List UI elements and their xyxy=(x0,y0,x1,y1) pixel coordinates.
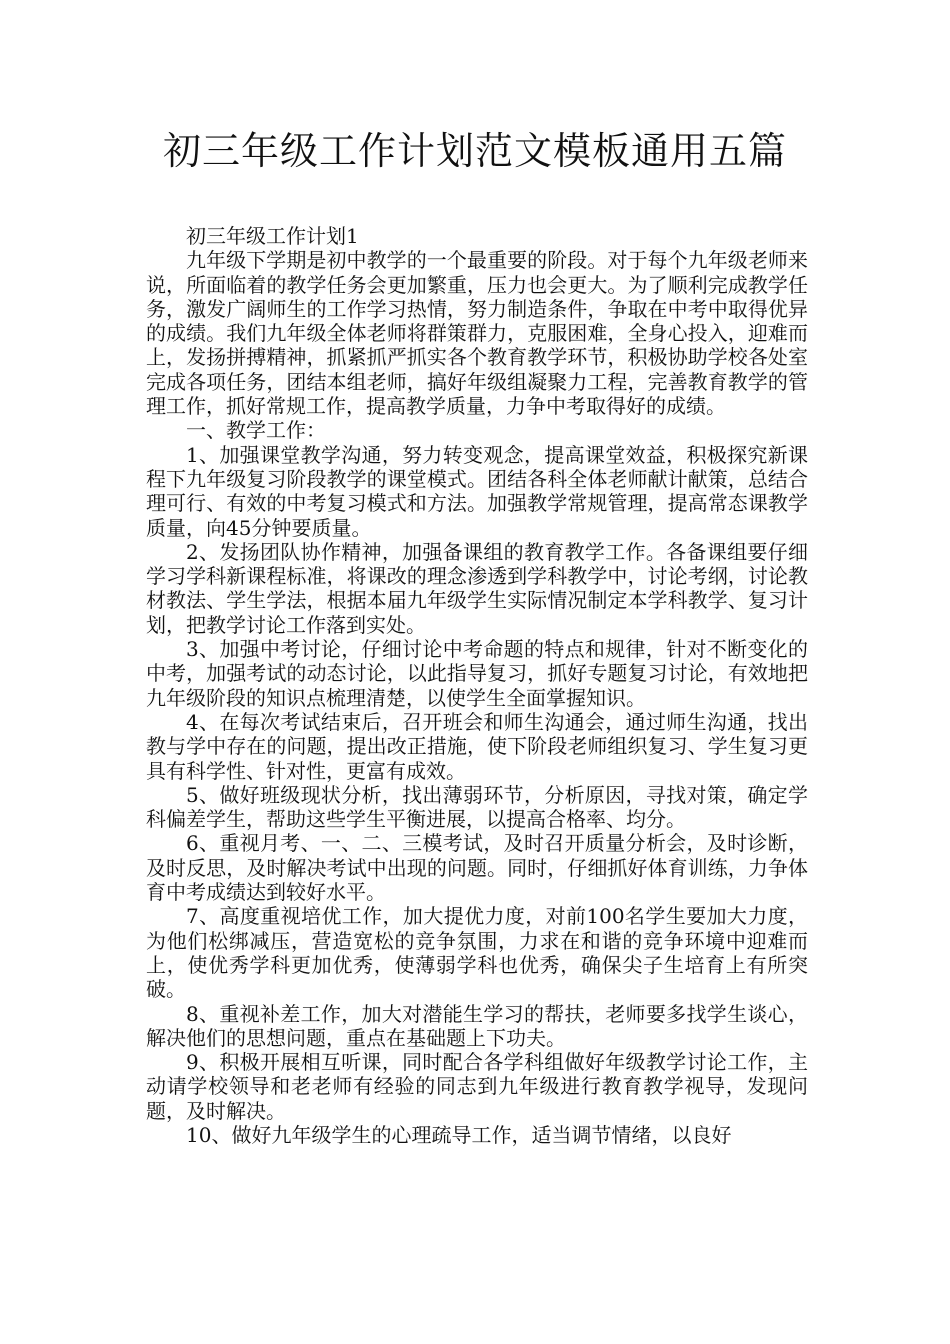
body-paragraph: 5、做好班级现状分析，找出薄弱环节，分析原因，寻找对策，确定学科偏差学生，帮助这些学生平衡进展，以提高合格率、均分。 xyxy=(146,782,808,832)
body-paragraph: 1、加强课堂教学沟通，努力转变观念，提高课堂效益，积极探究新课程下九年级复习阶段教学的课堂模式。团结各科全体老师献计献策，总结合理可行、有效的中考复习模式和方法。加强教学常规管理，提高常态课教学质量，向45分钟要质量。 xyxy=(146,442,808,540)
section-heading: 初三年级工作计划1 xyxy=(186,224,359,248)
subsection-heading: 一、教学工作： xyxy=(186,418,326,443)
body-paragraph: 6、重视月考、一、二、三模考试，及时召开质量分析会，及时诊断，及时反思，及时解决考试中出现的问题。同时，仔细抓好体育训练，力争体育中考成绩达到较好水平。 xyxy=(146,831,808,905)
body-paragraph: 7、高度重视培优工作，加大提优力度，对前100名学生要加大力度，为他们松绑减压，营造宽松的竞争氛围，力求在和谐的竞争环境中迎难而上，使优秀学科更加优秀，使薄弱学科也优秀，确保尖子生培育上有所突破。 xyxy=(146,904,808,1002)
document-title: 初三年级工作计划范文模板通用五篇 xyxy=(162,129,787,173)
body-paragraph: 4、在每次考试结束后，召开班会和师生沟通会，通过师生沟通，找出教与学中存在的问题，提出改正措施，使下阶段老师组织复习、学生复习更具有科学性、针对性，更富有成效。 xyxy=(146,709,808,783)
body-paragraph: 3、加强中考讨论，仔细讨论中考命题的特点和规律，针对不断变化的中考，加强考试的动态讨论，以此指导复习，抓好专题复习讨论，有效地把九年级阶段的知识点梳理清楚，以使学生全面掌握知识。 xyxy=(146,637,808,710)
body-paragraph: 九年级下学期是初中教学的一个最重要的阶段。对于每个九年级老师来说，所面临着的教学任务会更加繁重，压力也会更大。为了顺利完成教学任务，激发广阔师生的工作学习热情，努力制造条件，争取在中考中取得优异的成绩。我们九年级全体老师将群策群力，克服困难，全身心投入，迎难而上，发扬拼搏精神，抓紧抓严抓实各个教育教学环节，积极协助学校各处室完成各项任务，团结本组老师，搞好年级组凝聚力工程，完善教育教学的管理工作，抓好常规工作，提高教学质量，力争中考取得好的成绩。 xyxy=(146,248,808,419)
body-paragraph: 2、发扬团队协作精神，加强备课组的教育教学工作。各备课组要仔细学习学科新课程标准，将课改的理念渗透到学科教学中，讨论考纲，讨论教材教法、学生学法，根据本届九年级学生实际情况制定本学科教学、复习计划，把教学讨论工作落到实处。 xyxy=(146,539,808,637)
body-paragraph: 10、做好九年级学生的心理疏导工作，适当调节情绪，以良好 xyxy=(186,1122,732,1147)
document-body xyxy=(146,224,808,1147)
body-paragraph: 8、重视补差工作，加大对潜能生学习的帮扶，老师要多找学生谈心，解决他们的思想问题，重点在基础题上下功夫。 xyxy=(146,1001,808,1050)
body-paragraph: 9、积极开展相互听课，同时配合各学科组做好年级教学讨论工作，主动请学校领导和老老师有经验的同志到九年级进行教育教学视导，发现问题，及时解决。 xyxy=(146,1050,808,1123)
